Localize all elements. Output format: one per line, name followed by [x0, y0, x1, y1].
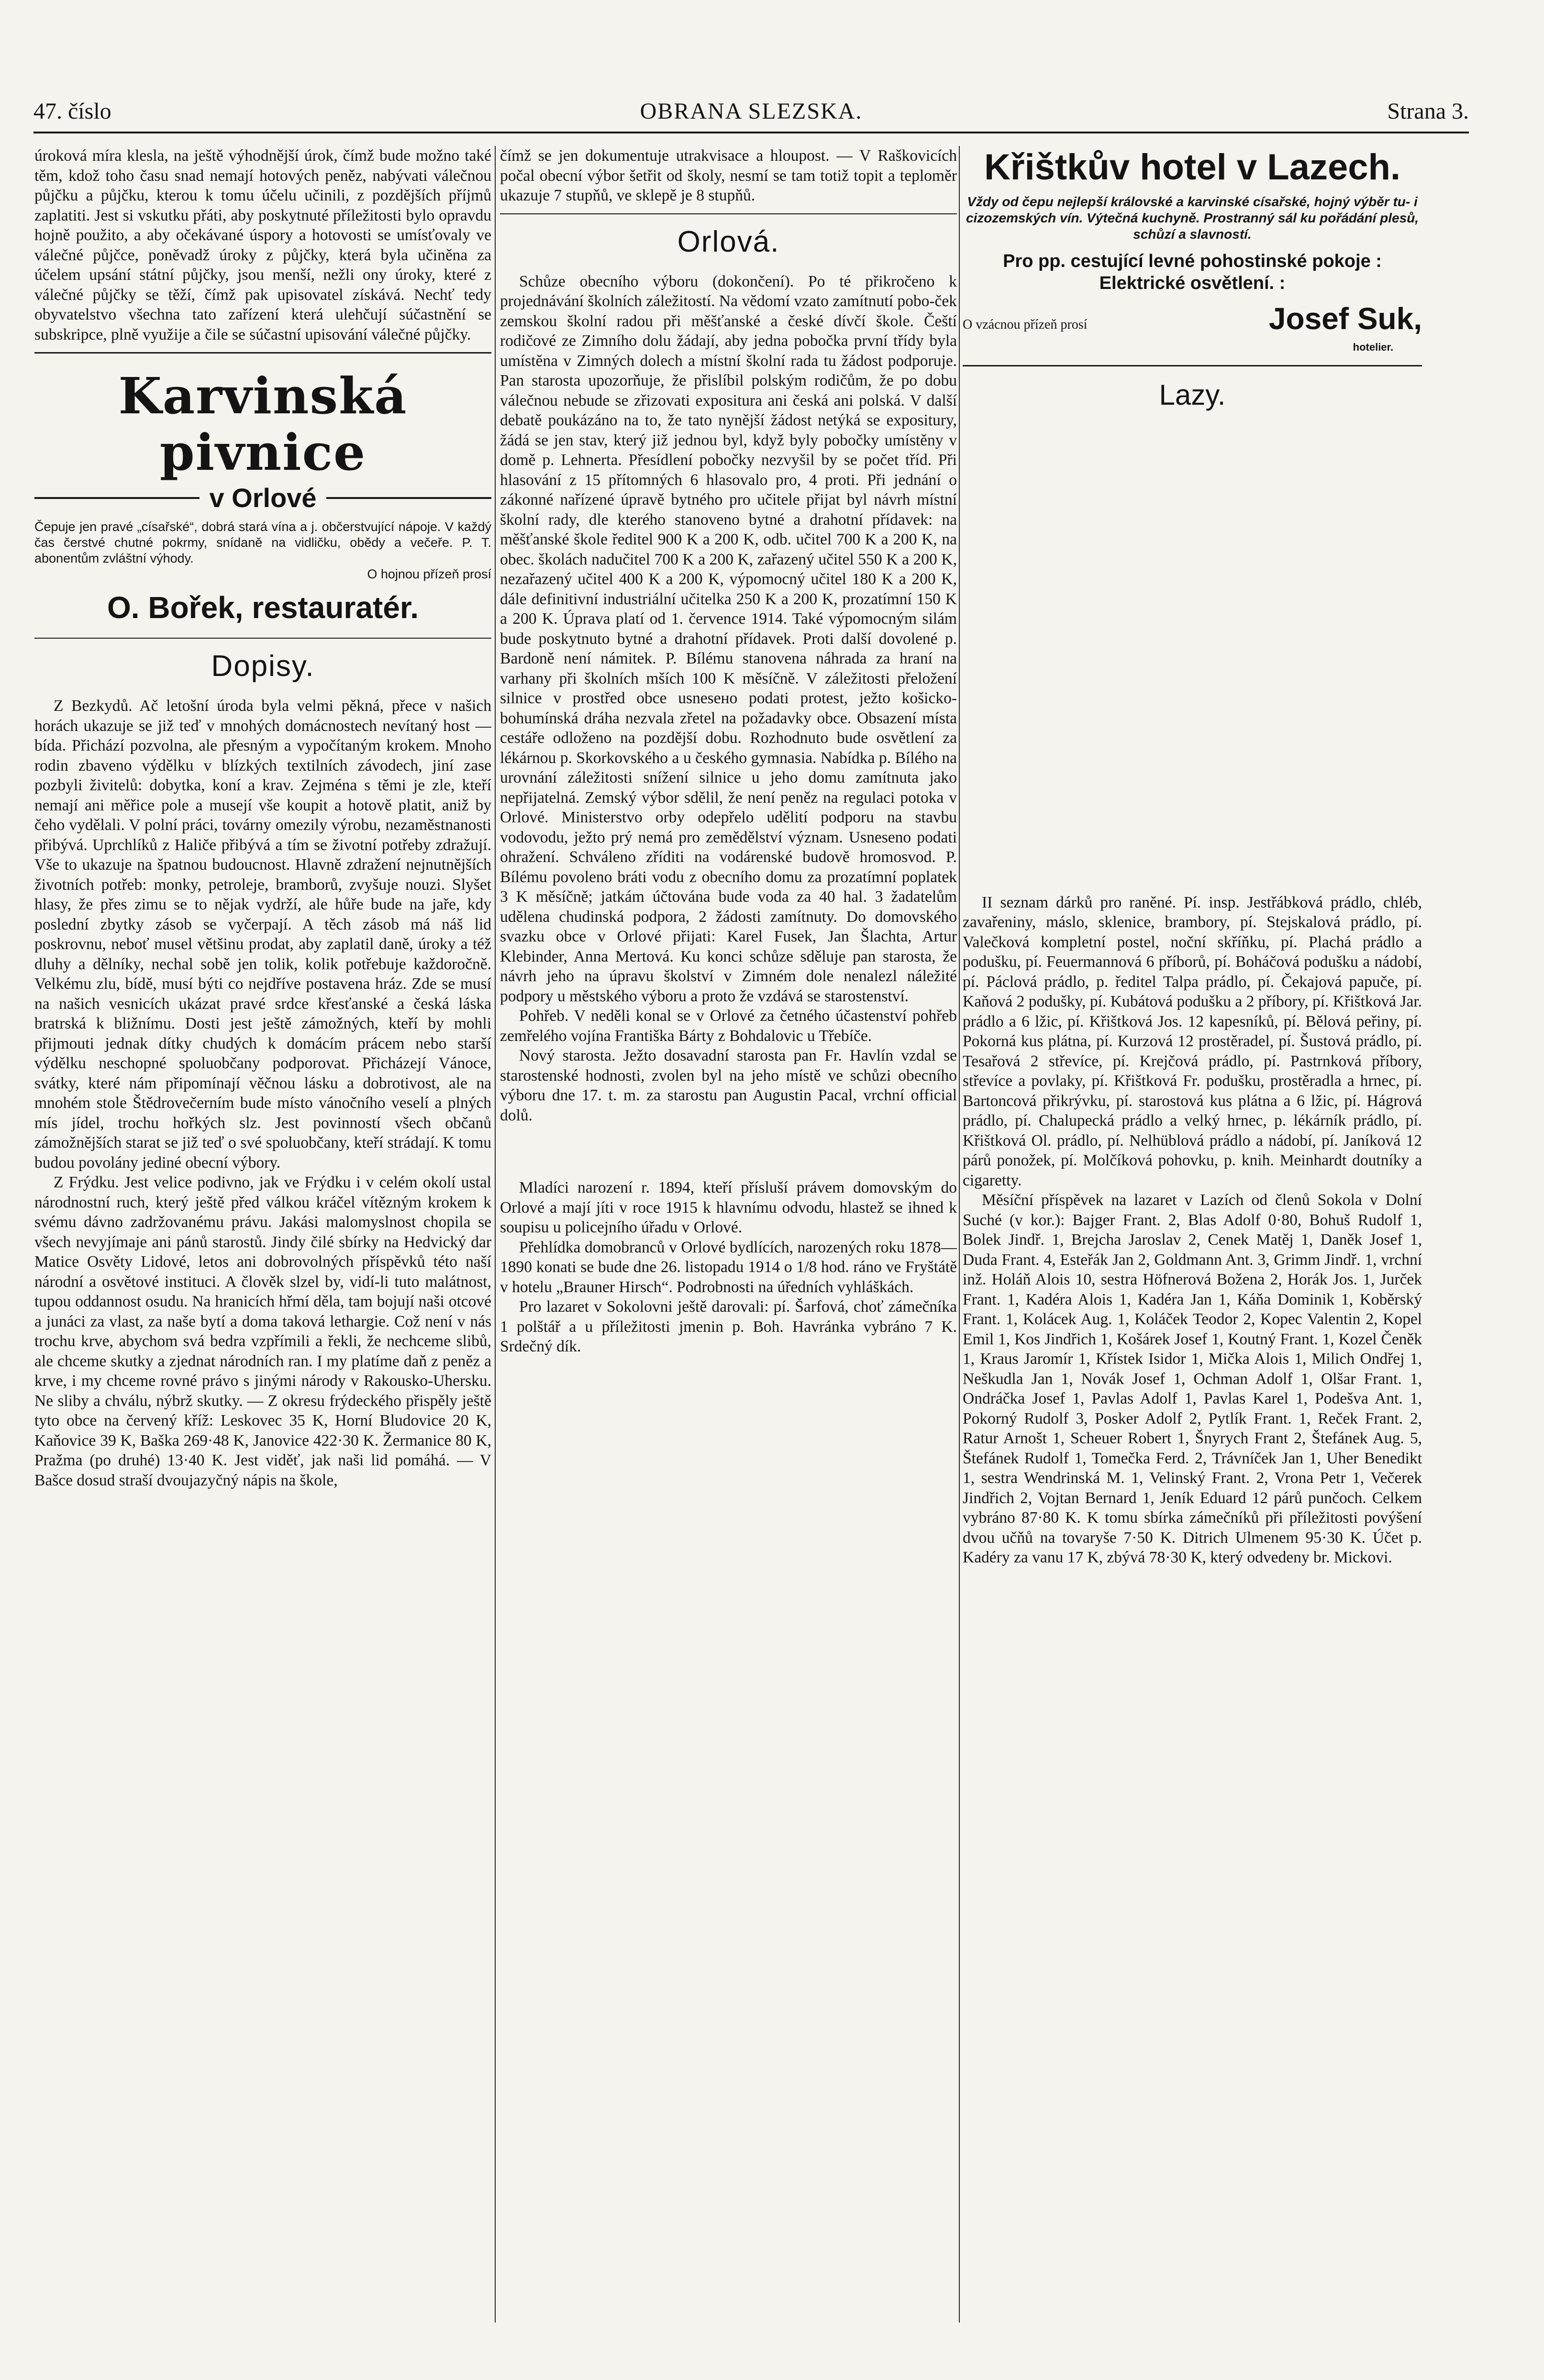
ad-text-2: Pro pp. cestující levné pohostinské pokoje : Elektrické osvětlení. : [1003, 251, 1382, 293]
article-text: Měsíční příspěvek na lazaret v Lazích od členů Sokola v Dolní Suché (v kor.): Bajger Frant. 2, Blas Adolf 0·80, Bohuš Rudolf 1, Bolek Jindř. 1, Brejcha Jaroslav 2, Cenek Matěj 1, Daněk Josef 1, Duda Frant. 4, Esteřák Jan 2, Goldmann Ant. 3, Grimm Jindř. 1, vrchní inž. Holáň Alois 10, sestra Höfnerová Božena 2, Horák Jos. 1, Jurček Frant. 1, Kadéra Alois 1, Kadéra Jan 1, Káňa Dominik 1, Koběrský Frant. 1, Kolácek Aug. 1, Koláček Teodor 2, Kopec Valentin 2, Kopel Emil 1, Kos Jindřich 1, Košárek Josef 1, Koutný Frant. 1, Kozel Čeněk 1, Kraus Jaromír 1, Křístek Isidor 1, Mička Alois 1, Milich Ondřej 1, Neškudla Jan 1, Novák Josef 1, Ochman Adolf 1, Olšar Frant. 1, Ondráčka Josef 1, Pavlas Adolf 1, Pavlas Karel 1, Podešva Ant. 1, Pokorný Rudolf 3, Posker Adolf 2, Pytlík Frant. 1, Reček Frant. 2, Ratur Arnošt 1, Scheuer Robert 1, Šnyrych Frant 2, Štefánek Aug. 5, Štefánek Rudolf 1, Tomečka Ferd. 2, Trávníček Jan 1, Uher Benedikt 1, sestra Wendrinská M. 1, Velinský Frant. 2, Vrona Petr 1, Večerek Jindřich 2, Vojtan Bernard 1, Jeník Eduard 12 párů punčoch. Celkem vybráno 87·80 K. K tomu sbírka zámečníků při příležitosti povýšení dvou učňů na tovaryše 7·50 K. Ditrich Ulmenem 95·30 K. Účet p. Kadéry za vanu 17 K, zbývá 78·30 K, který odvedeny br. Mickovi. [963, 1191, 1422, 1566]
page-number: Strana 3. [1387, 99, 1469, 124]
section-rule [963, 365, 1422, 366]
column-divider [959, 146, 960, 2323]
article-text: Z Frýdku. Jest velice podivno, jak ve Frýdku i v celém okolí ustal národnostní ruch, který ještě před válkou kráčel vítězným krokem k svému dávno zadržovanému právu. Jakási malomyslnost chopila se všech nevyjímaje ani pánů starostů. Jindy čilé sbírky na Hedvický dar Matice Osvěty Lidové, letos ani dobrovolných příspěvků této naší národní a osvětové instituci. A člověk slzel by, vidí-li tuto malátnost, tupou oddannost osudu. Na hranicích hřmí děla, tam bojují naši otcové a junáci za vlast, za naše bytí a doma taková lethargie. Což není v nás trochu krve, abychom svá bedra vzpřímili a řekli, že nechceme slibů, ale chceme skutky a zjednat národních ran. I my platíme daň z peněz a krve, i my chceme rovné právo s jinými národy v Rakousko-Uhersku. Ne sliby a chválu, nýbrž skutky. — Z okresu frýdeckého přispěly ještě tyto obce na červený kříž: Leskovec 35 K, Horní Bludovice 20 K, Kaňovice 39 K, Baška 269·48 K, Janovice 422·30 K. Žermanice 80 K, Pražma (po druhé) 13·40 K. Jest viděť, jak naši lid pomáhá. — V Bašce dosud straší dvoujazyčný nápis na škole, [34, 1173, 491, 1489]
article-text: Nový starosta. Ježto dosavadní starosta pan Fr. Havlín vzdal se starostenské hodnosti, zvolen byl na jeho místě ve schůzi obecního výboru dne 17. t. m. za starostu pan Augustin Pacal, vrchní official dolů. [500, 1047, 957, 1124]
section-rule [500, 213, 957, 214]
column-2 [500, 146, 957, 2356]
article-text: Schůze obecního výboru (dokončení). Po té přikročeno k projednávání školních záležitostí. Na vědomí vzato zamítnutí pobo-ček zemskou školní radou při měšťanské a české dívčí škole. Čeští rodičové ze Zimního dolu žádají, aby jedna pobočka první třídy byla umístěna v Zimných dolech a místní školní rada tu žádost podporuje. Pan starosta upozorňuje, že přislíbil polským rodičům, že po dobu válečnou nebude se zřizovati expositura ani česká ani polská. V další debatě poukázáno na to, že tato nynější žádost netýká se expositury, žádá se jen stav, který již jednou byl, když byly pobočky umístěny v domě p. Lehnerta. Přesídlení pobočky nezvyšil by se počet tříd. Při hlasování z 15 přítomných 6 hlasovalo pro, 4 proti. Při jednání o zákonné nařízené úpravě bytného pro učitele přijat byl návrh místní školní rady, dle kterého stanoveno bytné a drahotní přídavek: na měšťanské škole ředitel 900 K a 200 K, odb. učitel 700 K a 200 K, na obec. školách nadučitel 700 K a 200 K, zařazený učitel 550 K a 200 K, nezařazený učitel 400 K a 200 K, výpomocný učitel 180 K a 200 K, dále definitivní industriální učitelka 250 K a 200 K, prozatímní 150 K a 200 K. Úprava platí od 1. července 1914. Také výpomocným silám bude poskytnuto bytné a drahotní přídavek. Proti další dovolené p. Bardoně není námitek. P. Bílému stanovena náhrada za hraní na varhany při školních mších 100 K měsíčně. V záležitosti přeložení silnice v prostřed obce usnesено podati protest, ježto košicko-bohumínská dráha nezvala zřetel na požadavky obce. Obsazení místa cestáře odloženo na pozdější dobu. Rozhodnuto bude osvětlení za lékárnou p. Skorkovského a u českého gymnasia. Nabídka p. Bílého na urovnání záležitosti snížení silnice u jeho domu zamítnuta jako nepřijatelná. Zemský výbor sdělil, že není peněz na regulaci potoka v Orlové. Ministerstvo orby odepřelo udělití podporu na stavbu vodovodu, ježto prý nemá pro zemědělství význam. Usneseno podati ohražení. Schváleno zříditi na vodárenské budově hromosvod. P. Bílému povoleno bráti vodu z obecního domu za prozatímní poplatek 3 K měsíčně; jatkám účtována bude voda za 40 hal. 3 žadatelům udělena chudinská podpora, 2 žádosti zamítnuty. Do domovského svazku obce v Orlové přijati: Karel Fusek, Jan Šlachta, Artur Klebinder, Anna Mertová. Ku konci schůze sděluje pan starosta, že návrh jeho na úpravu školství v Zimném dole nenalezl náležité podpory u městského výboru a proto že vzdává se starostenství. [500, 272, 957, 1005]
section-title: Dopisy. [211, 650, 315, 683]
header-rule [33, 132, 1469, 133]
ad-text: Vždy od čepu nejlepší královské a karvinské císařské, hojný výběr tu- i cizozemských vín. Výtečná kuchyně. Prostranný sál ku pořádání plesů, schůzí a slavností. [966, 194, 1419, 242]
article-text: úroková míra klesla, na ještě výhodnější úrok, čímž bude možno také těm, kdož toho času snad nemají hotových peněz, nabývati válečnou půjčku a půjčku, kterou k tomu účelu učinili, z pozdějších příjmů zaplatiti. Jest si vskutku přáti, aby poskytnuté příležitosti bylo opravdu hojně použito, a aby očekávané úspory a hotovosti se umísťovaly ve válečné půjčce, poněvadž úroky z půjčky, která byla učiněna za účelem upsání státní půjčky, jsou menší, nežli ony úroky, které z válečné půjčky se těží, čímž pak upisovatel získává. Nechť tedy obyvatelstvo všechna tato zařízení která ulehčují súčastnění se subskripce, plně využije a čile se súčastní upisování válečné půjčky. [34, 147, 491, 343]
section-rule [34, 638, 491, 639]
article-text: Pohřeb. V neděli konal se v Orlové za četného účastenství pohřeb zemřelého vojína Františka Bárty z Bohdalovic u Třebíče. [500, 1007, 957, 1045]
ad-owner-role: hotelier. [1353, 341, 1393, 353]
article-text: Z Bezkydů. Ač letošní úroda byla velmi pěkná, přece v našich horách ukazuje se již teď v mnohých domácnostech nevítaný host — bída. Přichází pozvolna, ale přesným a vypočítaným krokem. Mnoho rodin zbaveno výdělku v blízkých textilních závodech, jiní zase pozbyli živitelů: dobytka, koní a krav. Zejména s těmi je zle, kteří nemají ani měřice pole a musejí vše koupit a hotově platit, aniž by čeho vydělali. V polní práci, továrny omezily výrobu, nezaměstnanosti přibývá. Uprchlíků z Haliče přibývá a tím se životní potřeby zdražují. Vše to ukazuje na špatnou budoucnost. Hlavně zdražení nejnutnějších životních potřeb: monky, petroleje, bramborů, zvyšuje nouzi. Slyšet hlasy, že přes zimu se to nějak vydrží, ale hůře bude na jaře, kdy poslední zbytky zásob se vyčerpají. A těch zásob má náš lid poskrovnu, neboť musel většinu prodat, aby zaplatil daně, úroky a též dluhy a dělníky, nechal sobě jen tolik, kolik potřebuje každoročně. Velkému zlu, bídě, musí býti co nejdříve postavena hráz. Zde se musí na našich vesnicích ukázat pravé srdce křesťanské a česká láska bratrská k bližnímu. Dosti jest ještě zámožných, kteří by mohli přijmouti jednak dítky chudých k domácím prácem nebo starší výdělku neschopné spoluobčany podporovat. Přicházejí Vánoce, svátky, které nám připomínají věčnou lásku a dobrotivost, ale na mnohém stole Štědrovečerním bude místo vánočního veselí a plných mís jídel, trochu hořkých slz. Jest povinností všech občanů zámožnějších starat se již teď o své spoluobčany, kteří strádají. K tomu budou povolány jediné obecní výbory. [34, 697, 491, 1172]
advertisement-pivnice [34, 368, 491, 629]
ad-title: Karvinská pivnice [118, 366, 408, 482]
ad-note: O vzácnou přízeň prosí [963, 317, 1088, 332]
section-rule [34, 352, 491, 354]
ad-subtitle: v Orlové [209, 483, 317, 513]
advertisement-hotel [963, 146, 1422, 357]
blank-space [963, 424, 1422, 893]
ad-text: Čepuje jen pravé „císařské“, dobrá stará vína a j. občerstvující nápoje. V každý čas čerstvé chutné pokrmy, snídaně na vidličku, obědy a večeře. P. T. abonentům zvláštní výhody. [34, 520, 491, 565]
ad-owner: O. Bořek, restauratér. [107, 590, 419, 625]
blank-space [500, 1125, 957, 1178]
column-1 [34, 146, 491, 2356]
newspaper-title: OBRANA SLEZSKA. [640, 99, 863, 124]
article-text: II seznam dárků pro raněné. Pí. insp. Jestřábková prádlo, chléb, zavařeniny, máslo, sklenice, brambory, pí. Stejskalová prádlo, pí. Valečková kompletní postel, noční skříňku, pí. Plachá prádlo a podušku, pí. Feuermannová 6 příborů, pí. Boháčová podušku a nádobí, pí. Páclová prádlo, p. ředitel Talpa prádlo, pí. Čekajová papuče, pí. Kaňová 2 podušky, pí. Kubátová podušku a 2 příbory, pí. Křištková Jar. prádlo a 6 lžic, pí. Křištková Jos. 12 kapesníků, pí. Bělová peřiny, pí. Pokorná kus plátna, pí. Kurzová 12 prostěradel, pí. Šustová prádlo, pí. Tesařová 2 střevíce, pí. Krejčová prádlo, pí. Pastrnková příbory, střevíce a povlaky, pí. Křištková Fr. podušku, prostěradla a hrnec, pí. Bartoncová přikrývku, pí. starostová kus plátna a 6 lžic, pí. Hágrová prádlo, pí. Chalupecká prádlo a velký hrnec, p. lékárník prádlo, pí. Křištková Ol. prádlo, pí. Nelhüblová prádlo a nádobí, pí. Janíková 12 párů ponožek, pí. Molčíková pohovku, p. knih. Meinhardt doutníky a cigaretty. [963, 893, 1422, 1189]
section-title: Orlová. [677, 225, 780, 258]
ad-title: Křištkův hotel v Lazech. [984, 147, 1401, 188]
issue-number: 47. číslo [33, 99, 111, 124]
ad-rule-right [326, 497, 491, 499]
column-3 [963, 146, 1422, 2356]
article-text: čímž se jen dokumentuje utrakvisace a hloupost. — V Raškovicích počal obecní výbor šetřit od školy, nesmí se tam totiž topit a teploměr ukazuje 7 stupňů, ve sklepě je 8 stupňů. [500, 147, 957, 204]
article-text: Přehlídka domobranců v Orlové bydlících, narozených roku 1878—1890 konati se bude dne 26. listopadu 1914 o 1/8 hod. ráno ve Fryštátě v hotelu „Brauner Hirsch“. Podrobnosti na úředních vyhláškách. [500, 1238, 957, 1296]
ad-note: O hojnou přízeň prosí [367, 567, 491, 581]
article-text: Mladíci narození r. 1894, kteří přísluší právem domovským do Orlové a mají jíti v roce 1915 k hlavnímu odvodu, hlastež se ihned k soupisu u policejního úřadu v Orlové. [500, 1179, 957, 1236]
ad-subtitle-row [34, 483, 491, 513]
ad-signature-row [963, 303, 1422, 334]
article-text: Pro lazaret v Sokolovni ještě darovali: pí. Šarfová, choť zámečníka 1 polštář a u příležitosti jmenin p. Boh. Havránka vybráno 7 K. Srdečný dík. [500, 1298, 957, 1355]
section-title: Lazy. [1159, 378, 1226, 411]
ad-rule-left [34, 497, 200, 499]
column-divider [495, 146, 496, 2323]
ad-owner: Josef Suk, [1268, 301, 1422, 336]
page-header [33, 98, 1469, 132]
